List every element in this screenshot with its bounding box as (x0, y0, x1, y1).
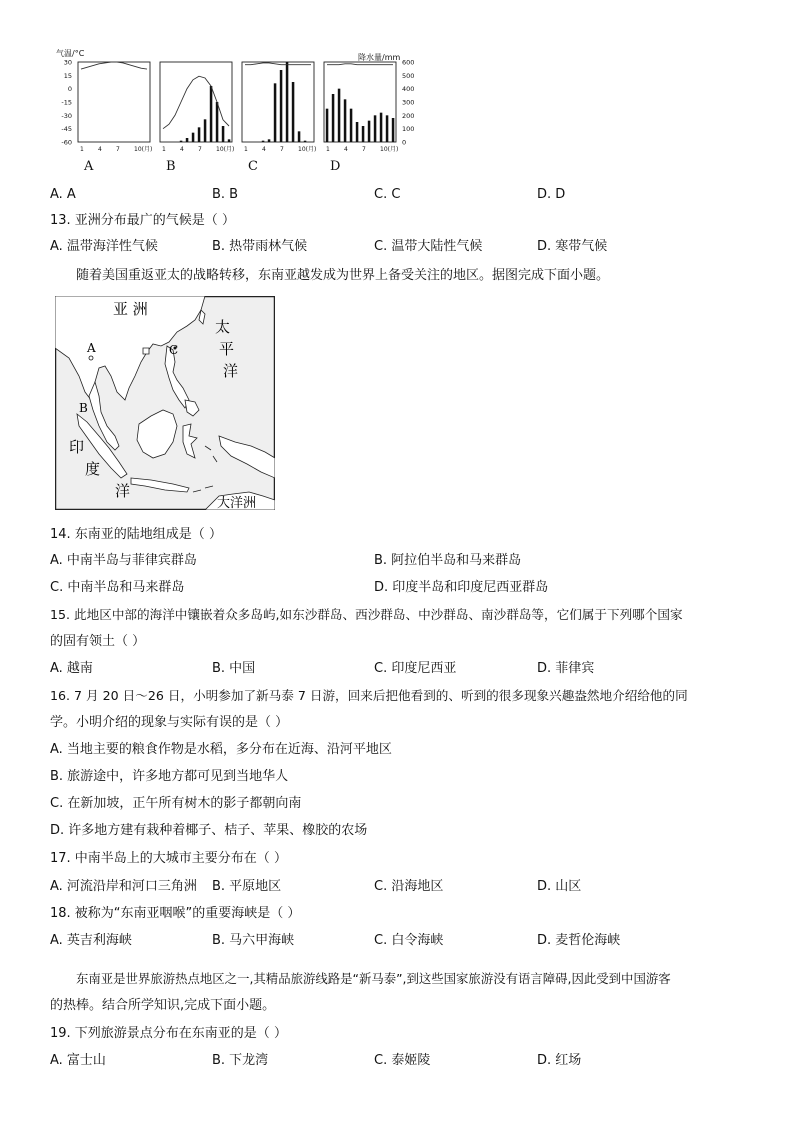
climate-left-tick: -60 (61, 138, 72, 147)
q13-option-a[interactable]: A. 温带海洋性气候 (50, 239, 158, 254)
q14-stem: 14. 东南亚的陆地组成是（ ） (50, 527, 222, 542)
climate-precip-bar (326, 109, 329, 142)
map-label-b: B (79, 401, 88, 415)
q16-option-c[interactable]: C. 在新加坡，正午所有树木的影子都朝向南 (50, 796, 302, 811)
q16-stem-line1: 16. 7 月 20 日～26 日，小明参加了新马泰 7 日游，回来后把他看到的、听到的很多现象兴趣盎然地介绍给他的同 (50, 688, 688, 703)
q14-option-c[interactable]: C. 中南半岛和马来群岛 (50, 580, 185, 595)
q16-option-b[interactable]: B. 旅游途中，许多地方都可见到当地华人 (50, 769, 289, 784)
map-label-indian-2: 度 (85, 460, 101, 478)
climate-right-tick: 300 (402, 98, 415, 107)
map-label-asia: 亚 洲 (113, 300, 148, 318)
intro-tourism-line2: 的热棒。结合所学知识,完成下面小题。 (50, 998, 276, 1013)
southeast-asia-map (55, 296, 275, 510)
climate-panel-frame (324, 62, 396, 142)
climate-precip-bar (286, 62, 289, 142)
climate-month-tick: 7 (280, 146, 284, 153)
climate-precip-bar (216, 102, 219, 142)
climate-precip-bar (180, 141, 183, 142)
map-label-indian-3: 洋 (115, 482, 131, 500)
climate-precip-bar (274, 83, 277, 142)
climate-precip-bar (192, 133, 195, 142)
climate-left-tick: 30 (63, 58, 72, 67)
climate-precip-bar (356, 122, 359, 142)
map-label-oceania: 大洋洲 (217, 496, 257, 510)
climate-panel-label: C (248, 159, 258, 174)
climate-panel-label: B (166, 159, 176, 174)
q18-stem: 18. 被称为“东南亚咽喉”的重要海峡是（ ） (50, 906, 301, 921)
map-svg (55, 296, 275, 510)
climate-month-tick: 7 (198, 146, 202, 153)
climate-precip-bar (298, 131, 301, 142)
climate-precip-bar (304, 141, 307, 142)
climate-precip-bar (280, 70, 283, 142)
climate-charts (52, 48, 422, 183)
climate-precip-bar (368, 121, 371, 142)
climate-left-tick: 0 (67, 85, 72, 94)
intro-southeast-asia: 随着美国重返亚太的战略转移，东南亚越发成为世界上备受关注的地区。据图完成下面小题。 (76, 268, 610, 283)
q18-option-c[interactable]: C. 白令海峡 (374, 933, 444, 948)
q14-option-b[interactable]: B. 阿拉伯半岛和马来群岛 (374, 553, 522, 568)
climate-charts-svg (52, 48, 422, 183)
climate-panel-frame (78, 62, 150, 142)
climate-right-tick: 200 (402, 111, 415, 120)
q19-option-a[interactable]: A. 富士山 (50, 1053, 106, 1068)
climate-precip-bar (344, 99, 347, 142)
q15-option-a[interactable]: A. 越南 (50, 661, 93, 676)
q13-stem: 13. 亚洲分布最广的气候是（ ） (50, 213, 235, 228)
climate-precip-bar (380, 113, 383, 142)
climate-month-tick: 1 (162, 146, 166, 153)
q18-option-a[interactable]: A. 英吉利海峡 (50, 933, 132, 948)
climate-right-axis-label: 降水量/mm (358, 53, 401, 62)
q16-option-a[interactable]: A. 当地主要的粮食作物是水稻，多分布在近海、沿河平地区 (50, 742, 392, 757)
q13-option-c[interactable]: C. 温带大陆性气候 (374, 239, 483, 254)
climate-precip-bar (262, 141, 265, 142)
climate-month-tick: 4 (98, 146, 102, 153)
climate-precip-bar (222, 126, 225, 142)
climate-left-tick: 15 (63, 71, 72, 80)
map-label-pacific-1: 太 (215, 318, 231, 336)
climate-right-tick: 100 (402, 125, 415, 134)
climate-precip-bar (332, 94, 335, 142)
q12-option-c[interactable]: C. C (374, 187, 401, 202)
q15-option-d[interactable]: D. 菲律宾 (537, 661, 595, 676)
climate-right-tick: 400 (402, 85, 415, 94)
q17-stem: 17. 中南半岛上的大城市主要分布在（ ） (50, 851, 287, 866)
climate-month-tick: 4 (344, 146, 348, 153)
climate-precip-bar (362, 126, 365, 142)
q19-stem: 19. 下列旅游景点分布在东南亚的是（ ） (50, 1026, 287, 1041)
q17-option-a[interactable]: A. 河流沿岸和河口三角洲 (50, 879, 197, 894)
climate-precip-bar (268, 139, 271, 142)
climate-month-tick: 4 (180, 146, 184, 153)
q14-option-d[interactable]: D. 印度半岛和印度尼西亚群岛 (374, 580, 549, 595)
q12-option-b[interactable]: B. B (212, 187, 239, 202)
map-label-pacific-2: 平 (219, 340, 235, 358)
q16-stem-line2: 学。小明介绍的现象与实际有误的是（ ） (50, 715, 289, 730)
climate-right-tick: 500 (402, 71, 415, 80)
q15-stem-line2: 的固有领土（ ） (50, 634, 146, 649)
climate-month-tick: 10(月) (134, 146, 153, 153)
q17-option-c[interactable]: C. 沿海地区 (374, 879, 444, 894)
climate-month-tick: 1 (80, 146, 84, 153)
q17-option-d[interactable]: D. 山区 (537, 879, 582, 894)
intro-tourism-line1: 东南亚是世界旅游热点地区之一,其精品旅游线路是“新马泰”,到这些国家旅游没有语言障碍,因此受到中国游客 (76, 971, 671, 986)
climate-precip-bar (392, 118, 395, 142)
climate-left-axis-label: 气温/°C (56, 49, 85, 58)
climate-precip-bar (350, 109, 353, 142)
climate-right-tick: 0 (402, 138, 407, 147)
climate-month-tick: 10(月) (380, 146, 399, 153)
climate-precip-bar (386, 115, 389, 142)
climate-panel-frame (242, 62, 314, 142)
q19-option-d[interactable]: D. 红场 (537, 1053, 582, 1068)
climate-right-tick: 600 (402, 58, 415, 67)
climate-precip-bar (374, 115, 377, 142)
map-label-c: C (169, 343, 179, 357)
q15-stem-line1: 15. 此地区中部的海洋中镶嵌着众多岛屿,如东沙群岛、西沙群岛、中沙群岛、南沙群岛等，它们属于下列哪个国家 (50, 607, 683, 622)
q15-option-c[interactable]: C. 印度尼西亚 (374, 661, 457, 676)
q18-option-b[interactable]: B. 马六甲海峡 (212, 933, 295, 948)
climate-panel-frame (160, 62, 232, 142)
climate-precip-bar (198, 127, 201, 142)
q19-option-c[interactable]: C. 泰姬陵 (374, 1053, 431, 1068)
q12-option-a[interactable]: A. A (50, 187, 76, 202)
q17-option-b[interactable]: B. 平原地区 (212, 879, 282, 894)
map-label-a: A (87, 341, 96, 355)
q13-option-b[interactable]: B. 热带雨林气候 (212, 239, 308, 254)
q15-option-b[interactable]: B. 中国 (212, 661, 256, 676)
climate-precip-bar (292, 82, 295, 142)
climate-month-tick: 4 (262, 146, 266, 153)
q18-option-d[interactable]: D. 麦哲伦海峡 (537, 933, 621, 948)
q12-option-d[interactable]: D. D (537, 187, 566, 202)
climate-precip-bar (210, 86, 213, 142)
climate-month-tick: 1 (326, 146, 330, 153)
climate-month-tick: 7 (116, 146, 120, 153)
q14-option-a[interactable]: A. 中南半岛与菲律宾群岛 (50, 553, 197, 568)
climate-panel-label: A (84, 159, 94, 174)
map-label-pacific-3: 洋 (223, 362, 239, 380)
climate-precip-bar (204, 119, 207, 142)
climate-month-tick: 10(月) (216, 146, 235, 153)
climate-month-tick: 7 (362, 146, 366, 153)
climate-left-tick: -45 (61, 125, 72, 134)
climate-precip-bar (338, 89, 341, 142)
climate-left-tick: -15 (61, 98, 72, 107)
q19-option-b[interactable]: B. 下龙湾 (212, 1053, 269, 1068)
climate-panel-label: D (330, 159, 341, 174)
map-label-indian-1: 印 (69, 438, 85, 456)
q16-option-d[interactable]: D. 许多地方建有栽种着椰子、桔子、苹果、橡胶的农场 (50, 823, 368, 838)
climate-month-tick: 1 (244, 146, 248, 153)
map-hainan (143, 348, 149, 354)
q13-option-d[interactable]: D. 寒带气候 (537, 239, 608, 254)
climate-left-tick: -30 (61, 111, 72, 120)
climate-month-tick: 10(月) (298, 146, 317, 153)
climate-precip-bar (228, 139, 231, 142)
climate-precip-bar (186, 138, 189, 142)
